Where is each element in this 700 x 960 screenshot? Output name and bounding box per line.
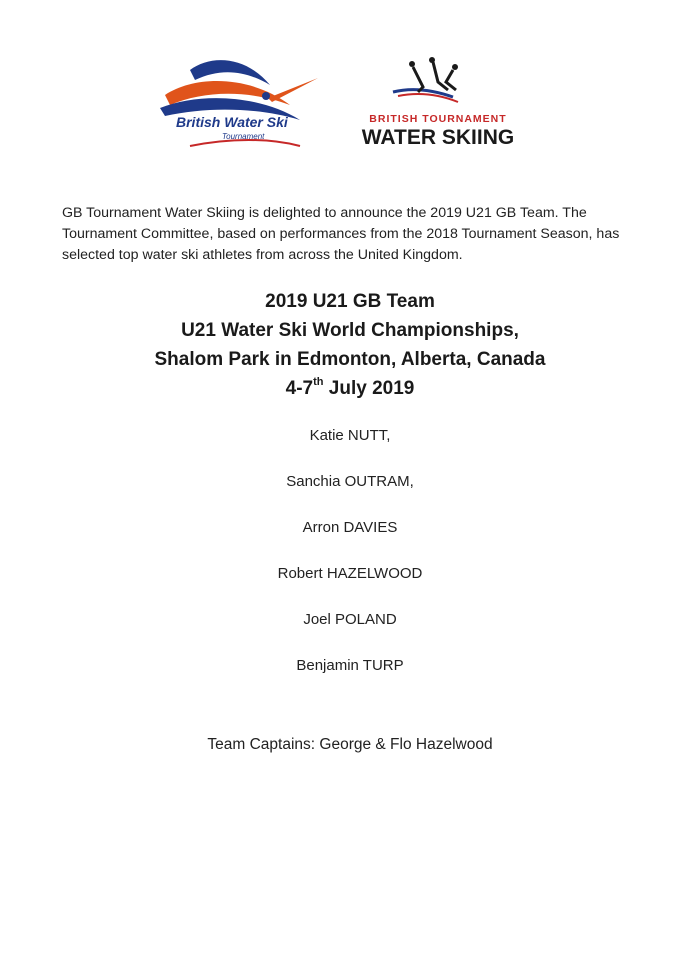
british-tournament-water-skiing-logo — [338, 52, 538, 152]
heading-team: 2019 U21 GB Team — [265, 291, 435, 312]
team-member: Arron DAVIES — [302, 519, 398, 536]
team-member: Katie NUTT, — [309, 427, 391, 444]
british-water-ski-logo — [150, 50, 325, 155]
heading-championship: U21 Water Ski World Championships, — [181, 320, 519, 341]
team-member-list — [0, 425, 700, 701]
logo-left-line1: British Water Ski — [176, 114, 288, 130]
heading-date — [0, 374, 700, 403]
team-member: Joel POLAND — [303, 611, 397, 628]
team-member: Sanchia OUTRAM, — [286, 473, 414, 490]
date-prefix: 4-7 — [285, 378, 314, 399]
water-skier-icon — [393, 57, 458, 102]
date-superscript: th — [313, 375, 324, 388]
logo-right-line2: WATER SKIING — [361, 126, 515, 149]
team-captains: Team Captains: George & Flo Hazelwood — [207, 736, 493, 753]
date-suffix: July 2019 — [323, 378, 415, 399]
heading-venue: Shalom Park in Edmonton, Alberta, Canada — [154, 349, 546, 370]
team-member: Robert HAZELWOOD — [277, 565, 423, 582]
logo-left-line2: Tournament — [222, 132, 265, 141]
intro-paragraph: GB Tournament Water Skiing is delighted to announce the 2019 U21 GB Team. The Tournament Committee, based on performances from the 2018 Tournament Season, has selected top water ski athletes from across the United Kingdom. — [62, 205, 620, 263]
team-member: Benjamin TURP — [296, 657, 404, 674]
logo-right-line1: BRITISH TOURNAMENT — [369, 113, 507, 125]
announcement-heading — [0, 287, 700, 403]
